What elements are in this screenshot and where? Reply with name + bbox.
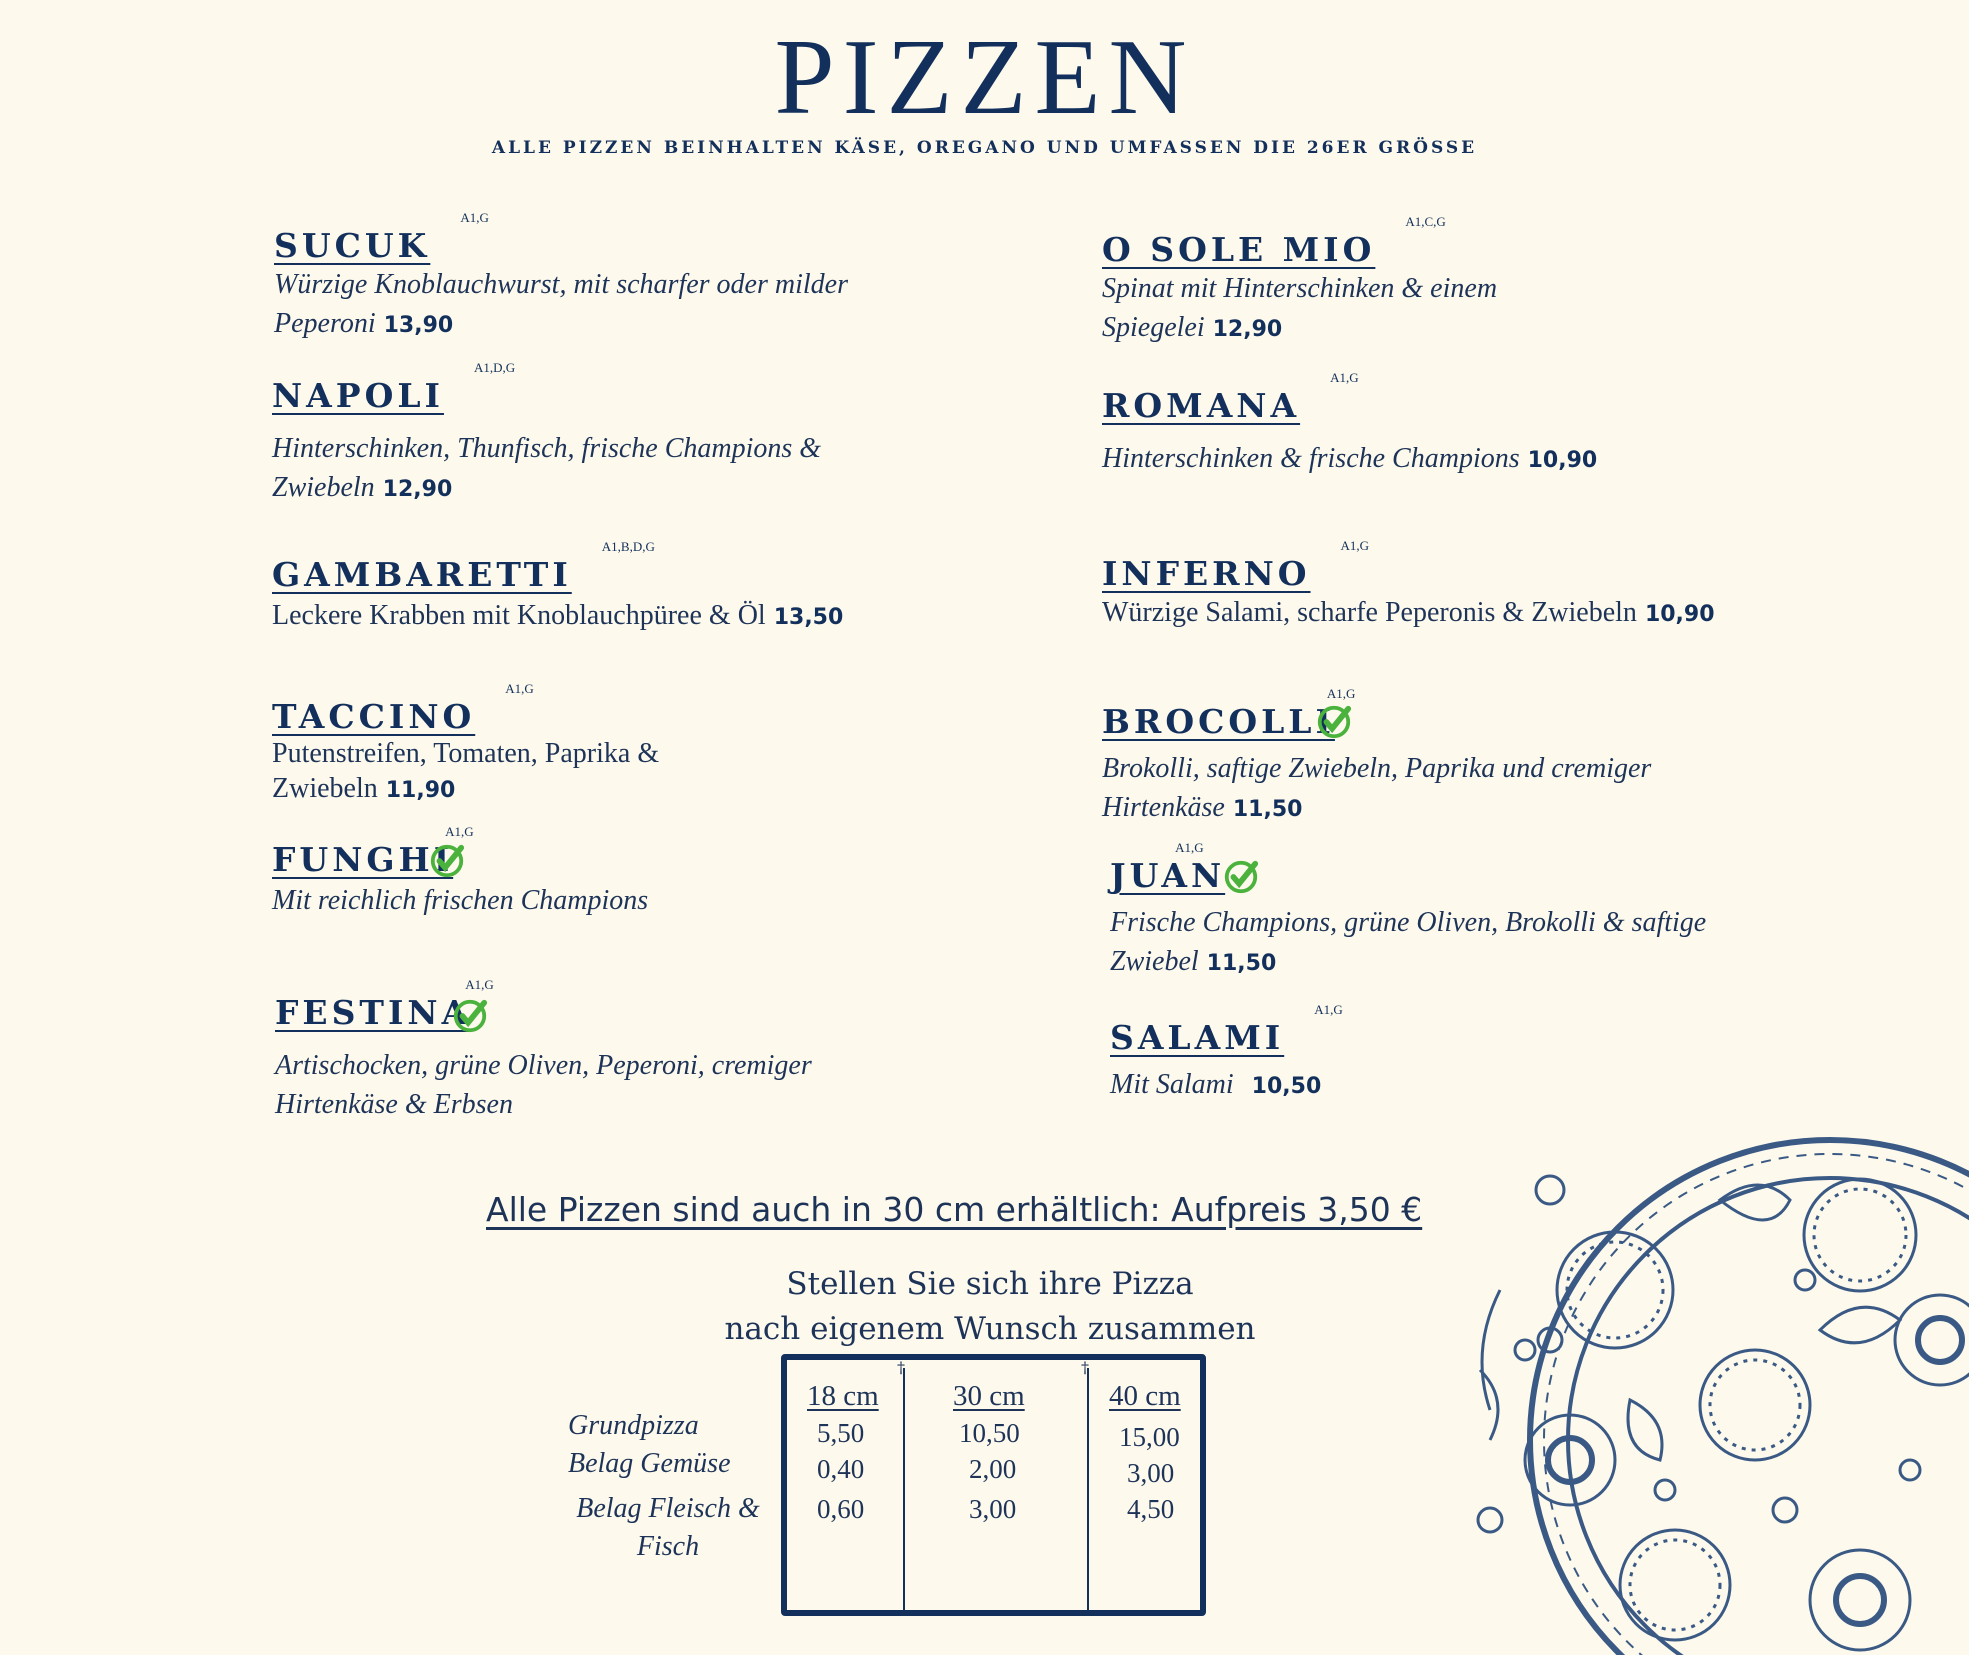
- item-name: SALAMI A1,G: [1110, 1002, 1343, 1057]
- item-name: SUCUK A1,G: [274, 210, 489, 265]
- menu-item-juan: [1110, 840, 1710, 983]
- item-description: Würzige Salami, scharfe Peperonis & Zwiebeln 10,90: [1102, 597, 1715, 628]
- menu-item-brocolli: [1102, 686, 1742, 829]
- item-name: O SOLE MIO A1,C,G: [1102, 214, 1446, 269]
- price-cell: 0,40: [817, 1454, 865, 1484]
- item-description: Mit Salami 10,50: [1110, 1069, 1322, 1100]
- item-description: Würzige Knoblauchwurst, mit scharfer oder milder Peperoni 13,90: [274, 269, 848, 339]
- item-name: TACCINO A1,G: [272, 681, 534, 736]
- price-cell: 15,00: [1119, 1422, 1180, 1452]
- compose-heading: Stellen Sie sich ihre Pizza nach eigenem Wunsch zusammen: [724, 1266, 1256, 1347]
- item-description: Mit reichlich frischen Champions: [272, 885, 649, 916]
- item-price: 12,90: [382, 477, 453, 502]
- row-label-belag-fleisch-fisch: Belag Fleisch & Fisch: [576, 1493, 760, 1562]
- item-name: FESTINA A1,G: [275, 977, 494, 1032]
- item-description: Hinterschinken, Thunfisch, frische Champions & Zwiebeln 12,90: [272, 433, 822, 503]
- allergen-codes: A1,G: [1326, 686, 1356, 701]
- item-price: 11,50: [1206, 951, 1277, 976]
- page-subtitle: ALLE PIZZEN BEINHALTEN KÄSE, OREGANO UND UMFASSEN DIE 26ER GRÖSSE: [491, 138, 1478, 158]
- allergen-codes: A1,G: [1340, 538, 1370, 553]
- item-price: 11,50: [1232, 797, 1303, 822]
- menu-item-taccino: [272, 681, 732, 808]
- item-name: NAPOLI A1,D,G: [272, 360, 516, 415]
- vegetarian-leaf-check-icon: [1222, 858, 1260, 896]
- item-description: Frische Champions, grüne Oliven, Brokolli & saftige Zwiebel 11,50: [1110, 907, 1707, 977]
- item-price: 13,50: [773, 605, 844, 630]
- allergen-codes: A1,G: [1330, 370, 1359, 385]
- price-cell: 5,50: [817, 1418, 865, 1448]
- item-price: 13,90: [383, 313, 454, 338]
- price-cell: 4,50: [1127, 1494, 1175, 1524]
- price-cell: 2,00: [969, 1454, 1017, 1484]
- column-divider: [903, 1368, 905, 1610]
- allergen-codes: A1,G: [445, 824, 474, 839]
- menu-item-funghi: [272, 824, 912, 920]
- item-name: INFERNO A1,G: [1102, 538, 1370, 593]
- allergen-codes: A1,G: [465, 977, 494, 992]
- item-price: 12,90: [1212, 317, 1283, 342]
- column-head-40cm: 40 cm: [1109, 1380, 1181, 1412]
- item-price: 11,90: [385, 778, 456, 803]
- allergen-codes: A1,G: [460, 210, 489, 225]
- column-head-30cm: 30 cm: [953, 1380, 1025, 1412]
- item-price: 10,90: [1644, 602, 1715, 627]
- price-cell: 3,00: [969, 1494, 1017, 1524]
- item-name: BROCOLLI A1,G: [1102, 686, 1356, 741]
- price-cell: 10,50: [959, 1418, 1020, 1448]
- allergen-codes: A1,D,G: [473, 360, 516, 375]
- menu-item-gambaretti: [272, 539, 932, 637]
- menu-item-romana: [1102, 370, 1742, 480]
- allergen-codes: A1,G: [1175, 840, 1204, 855]
- item-description: Leckere Krabben mit Knoblauchpüree & Öl 13,50: [272, 600, 844, 631]
- menu-item-sucuk: [274, 210, 914, 345]
- allergen-codes: A1,C,G: [1405, 214, 1446, 229]
- item-description: Spinat mit Hinterschinken & einem Spiegelei 12,90: [1102, 273, 1498, 343]
- item-name: JUAN A1,G: [1110, 840, 1226, 895]
- menu-item-festina: [275, 977, 835, 1124]
- row-label-grundpizza: Grundpizza: [568, 1410, 699, 1441]
- price-cell: 3,00: [1127, 1458, 1175, 1488]
- menu-item-napoli: [272, 360, 912, 509]
- menu-item-inferno: [1102, 538, 1882, 634]
- allergen-codes: A1,G: [1314, 1002, 1343, 1017]
- item-description: Brokolli, saftige Zwiebeln, Paprika und cremiger Hirtenkäse 11,50: [1102, 753, 1652, 823]
- item-name: ROMANA A1,G: [1102, 370, 1359, 425]
- column-head-18cm: 18 cm: [807, 1380, 879, 1412]
- item-description: Putenstreifen, Tomaten, Paprika & Zwiebeln 11,90: [272, 738, 660, 804]
- page-title: PIZZEN: [774, 18, 1195, 137]
- surcharge-note: Alle Pizzen sind auch in 30 cm erhältlich: Aufpreis 3,50 €: [486, 1190, 1423, 1229]
- allergen-codes: A1,B,D,G: [601, 539, 655, 554]
- column-divider: [1087, 1368, 1089, 1610]
- item-description: Artischocken, grüne Oliven, Peperoni, cremiger Hirtenkäse & Erbsen: [275, 1050, 812, 1120]
- item-price: 10,50: [1251, 1074, 1322, 1099]
- vegetarian-leaf-check-icon: [451, 997, 489, 1035]
- item-description: Hinterschinken & frische Champions 10,90: [1102, 443, 1598, 474]
- vegetarian-leaf-check-icon: [428, 842, 466, 880]
- item-name: GAMBARETTI A1,B,D,G: [272, 539, 655, 594]
- pizza-illustration: [1400, 1040, 1969, 1655]
- allergen-codes: A1,G: [505, 681, 534, 696]
- item-name: FUNGHI A1,G: [272, 824, 474, 879]
- price-cell: 0,60: [817, 1494, 865, 1524]
- vegetarian-leaf-check-icon: [1315, 703, 1353, 741]
- price-table: [781, 1354, 1206, 1616]
- item-price: 10,90: [1527, 448, 1598, 473]
- row-label-belag-gemuese: Belag Gemüse: [568, 1448, 731, 1479]
- menu-item-o-sole-mio: [1102, 214, 1622, 349]
